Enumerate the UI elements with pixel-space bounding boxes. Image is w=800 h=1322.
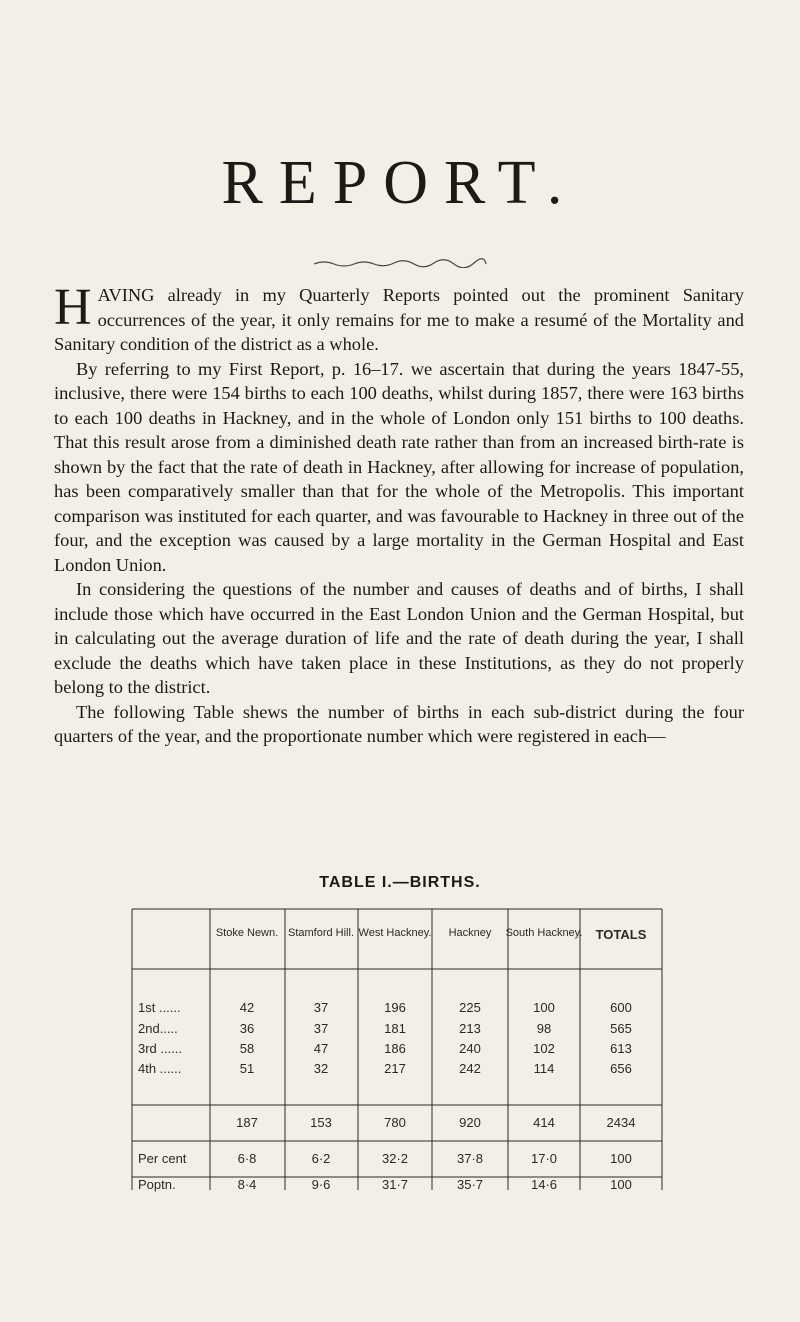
report-body bbox=[54, 279, 744, 749]
quarter-row-1-cell-1: 42 bbox=[239, 1000, 255, 1015]
quarter-row-3-cell-6: 613 bbox=[610, 1041, 632, 1056]
quarter-row-2-cell-3: 181 bbox=[384, 1021, 406, 1036]
population-row-cell-5: 14·6 bbox=[530, 1177, 558, 1192]
quarter-row-1-cell-0: 1st ...... bbox=[138, 1000, 181, 1015]
quarter-row-1-cell-2: 37 bbox=[313, 1000, 329, 1015]
population-row-cell-3: 31·7 bbox=[381, 1177, 409, 1192]
header-stoke-newn: Stoke Newn. bbox=[215, 927, 279, 939]
ornament-divider bbox=[312, 258, 488, 268]
drop-cap: H bbox=[54, 279, 92, 336]
header-totals: TOTALS bbox=[595, 927, 647, 942]
population-row-cell-6: 100 bbox=[610, 1177, 632, 1192]
quarter-row-3-cell-3: 186 bbox=[384, 1041, 406, 1056]
quarter-row-1-cell-6: 600 bbox=[610, 1000, 632, 1015]
percent-row-cell-1: 6·8 bbox=[237, 1151, 257, 1166]
births-table bbox=[130, 905, 670, 1195]
quarter-row-2-cell-2: 37 bbox=[313, 1021, 329, 1036]
percent-row-cell-5: 17·0 bbox=[530, 1151, 558, 1166]
population-row-cell-0: Poptn. bbox=[138, 1177, 176, 1192]
population-row-cell-4: 35·7 bbox=[456, 1177, 484, 1192]
paragraph-intro: HAVING already in my Quarterly Reports pointed out the prominent Sanitary occurrences of the year, it only remains for me to make a resumé of the Mortality and Sanitary condition of the district as a whole. bbox=[54, 279, 744, 354]
quarter-row-4-cell-3: 217 bbox=[384, 1061, 406, 1076]
page-title: REPORT. bbox=[221, 149, 579, 217]
quarter-row-3-cell-2: 47 bbox=[313, 1041, 329, 1056]
quarter-row-1-cell-4: 225 bbox=[459, 1000, 481, 1015]
percent-row-cell-2: 6·2 bbox=[311, 1151, 331, 1166]
population-row-cell-2: 9·6 bbox=[311, 1177, 331, 1192]
header-stamford-hill: Stamford Hill. bbox=[287, 927, 355, 939]
quarter-row-2-cell-1: 36 bbox=[239, 1021, 255, 1036]
quarter-row-4-cell-0: 4th ...... bbox=[138, 1061, 182, 1076]
totals-row-cell-6: 2434 bbox=[606, 1115, 636, 1130]
paragraph-first-report: By referring to my First Report, p. 16–17. we ascertain that during the years 1847-55, inclusive, there were 154 births to each 100 deaths, whilst during 1857, there were 163 births to each 100 deaths in Hackney, and in the whole of London only 151 births to 100 deaths. That this result arose from a diminished death rate rather than from an increased birth-rate is shown by the fact that the rate of death in Hackney, after allowing for increase of population, has been comparatively smaller than that for the whole of the Metropolis. This important comparison was instituted for each quarter, and was favourable to Hackney in three out of the four, and the exception was caused by a large mortality in the German Hospital and East London Union. bbox=[54, 358, 744, 575]
quarter-row-4-cell-1: 51 bbox=[239, 1061, 255, 1076]
totals-row-cell-3: 780 bbox=[384, 1115, 406, 1130]
paragraph-considering: In considering the questions of the number and causes of deaths and of births, I shall include those which have occurred in the East London Union and the German Hospital, but in calculating out the average duration of life and the rate of death during the year, I shall exclude the deaths which have taken place in these Institutions, as they do not properly belong to the district. bbox=[54, 579, 744, 697]
header-west-hackney: West Hackney. bbox=[358, 927, 432, 939]
quarter-row-2-cell-0: 2nd..... bbox=[138, 1021, 178, 1036]
totals-row-cell-4: 920 bbox=[459, 1115, 481, 1130]
quarter-row-4-cell-2: 32 bbox=[313, 1061, 329, 1076]
percent-row-cell-6: 100 bbox=[610, 1151, 632, 1166]
quarter-row-4-cell-5: 114 bbox=[533, 1061, 555, 1076]
quarter-row-3-cell-4: 240 bbox=[459, 1041, 481, 1056]
population-row-cell-1: 8·4 bbox=[237, 1177, 257, 1192]
quarter-row-1-cell-3: 196 bbox=[384, 1000, 406, 1015]
totals-row-cell-1: 187 bbox=[236, 1115, 258, 1130]
quarter-row-1-cell-5: 100 bbox=[533, 1000, 555, 1015]
quarter-row-3-cell-5: 102 bbox=[533, 1041, 555, 1056]
totals-row-cell-5: 414 bbox=[533, 1115, 555, 1130]
quarter-row-4-cell-6: 656 bbox=[610, 1061, 632, 1076]
percent-row-cell-4: 37·8 bbox=[456, 1151, 484, 1166]
header-hackney: Hackney bbox=[448, 927, 492, 939]
quarter-row-4-cell-4: 242 bbox=[459, 1061, 481, 1076]
quarter-row-2-cell-5: 98 bbox=[536, 1021, 552, 1036]
quarter-row-2-cell-4: 213 bbox=[459, 1021, 481, 1036]
quarter-row-3-cell-1: 58 bbox=[239, 1041, 255, 1056]
quarter-row-3-cell-0: 3rd ...... bbox=[138, 1041, 183, 1056]
quarter-row-2-cell-6: 565 bbox=[610, 1021, 632, 1036]
table-title: TABLE I.—BIRTHS. bbox=[319, 874, 481, 891]
header-south-hackney: South Hackney. bbox=[505, 927, 583, 939]
percent-row-cell-0: Per cent bbox=[138, 1151, 187, 1166]
paragraph-following-table: The following Table shews the number of births in each sub-district during the four quarters of the year, and the proportionate number which were registered in each— bbox=[54, 701, 744, 746]
percent-row-cell-3: 32·2 bbox=[381, 1151, 409, 1166]
totals-row-cell-2: 153 bbox=[310, 1115, 332, 1130]
